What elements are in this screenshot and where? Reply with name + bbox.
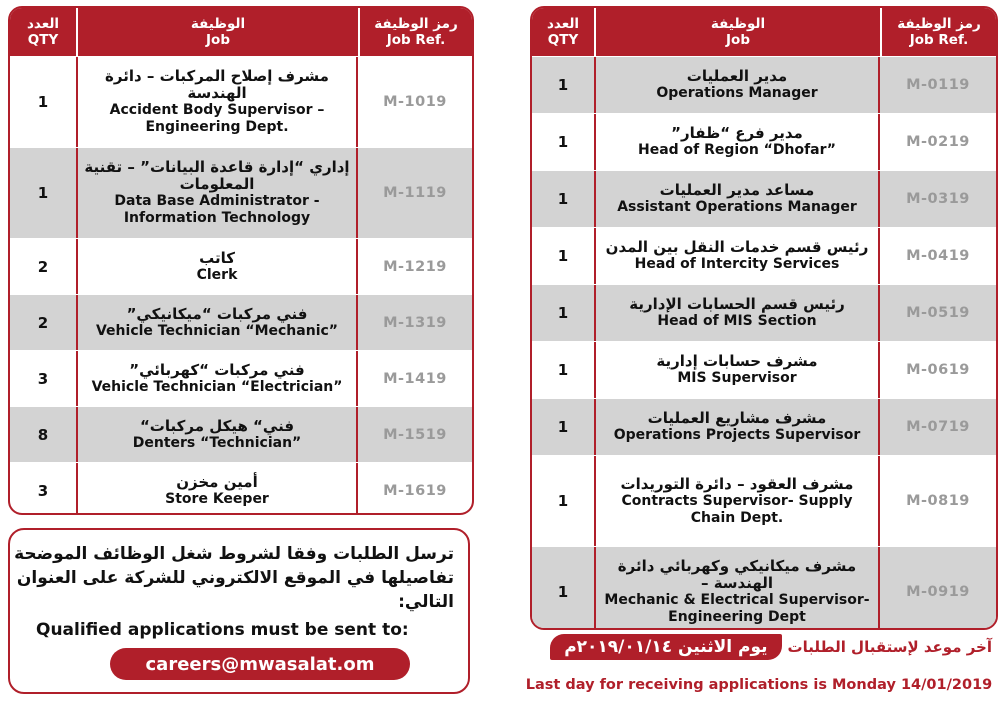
job-title-ar: مشرف العقود – دائرة التوريدات: [620, 474, 854, 493]
header-job: [78, 8, 360, 56]
row-job: [78, 57, 358, 147]
header-ref-ar: رمز الوظيفة: [897, 16, 981, 32]
job-title-ar: مشرف إصلاح المركبات – دائرة الهندسة: [105, 67, 329, 102]
row-job-ref: M-0219: [906, 134, 970, 150]
table-row: [532, 227, 996, 284]
right-table-header: [532, 8, 996, 56]
row-job-ref: M-1019: [383, 94, 447, 110]
row-qty: 3: [10, 351, 78, 406]
right-jobs-table: [530, 6, 998, 630]
header-qty-ar: العدد: [26, 16, 60, 32]
header-qty-ar: العدد: [546, 16, 580, 32]
row-job: [596, 171, 880, 227]
row-qty: 8: [10, 407, 78, 462]
job-title-ar: إداري “إدارة قاعدة البيانات” – تقنية المعلومات: [84, 158, 350, 193]
header-qty: [10, 8, 78, 56]
row-job: [596, 285, 880, 341]
job-title-ar: مشرف ميكانيكي وكهربائي دائرة الهندسة –: [617, 557, 857, 592]
header-job-ar: الوظيفة: [710, 16, 766, 32]
row-job-ref: M-0819: [906, 493, 970, 509]
row-qty: 1: [532, 114, 596, 170]
row-qty: 1: [10, 57, 78, 147]
table-row: [10, 56, 472, 147]
job-title-en: Clerk: [196, 266, 238, 283]
table-row: [532, 170, 996, 227]
left-table-header: [10, 8, 472, 56]
job-title-en: Contracts Supervisor- Supply Chain Dept.: [621, 492, 853, 526]
row-job: [596, 399, 880, 455]
row-qty: 1: [532, 228, 596, 284]
application-text-ar: ترسل الطلبات وفقا لشروط شغل الوظائف الموضحة تفاصيلها في الموقع الالكتروني للشركة على العنوان التالي:: [14, 544, 454, 612]
row-qty: 2: [10, 239, 78, 294]
row-qty: 1: [532, 547, 596, 630]
job-title-en: Vehicle Technician “Electrician”: [91, 378, 343, 395]
row-job: [78, 351, 358, 406]
job-title-en: Head of Region “Dhofar”: [637, 142, 836, 158]
table-row: [532, 284, 996, 341]
job-title-en: Head of MIS Section: [657, 313, 817, 329]
job-title-ar: مشرف حسابات إدارية: [656, 352, 818, 370]
row-job-ref: M-1519: [383, 426, 447, 443]
row-job: [596, 228, 880, 284]
row-job-ref: M-1319: [383, 314, 447, 331]
header-ref-en: Job Ref.: [909, 32, 969, 48]
row-qty: 1: [532, 342, 596, 398]
row-job: [78, 463, 358, 515]
header-ref-en: Job Ref.: [386, 32, 446, 48]
job-title-ar: مدير فرع “ظفار”: [671, 124, 803, 142]
row-qty: 1: [532, 57, 596, 113]
job-title-en: Vehicle Technician “Mechanic”: [95, 322, 338, 339]
job-title-ar: فني مركبات “كهربائي”: [129, 360, 305, 379]
row-job-ref: M-0719: [906, 419, 970, 435]
job-title-en: Operations Projects Supervisor: [613, 427, 861, 443]
row-job: [78, 295, 358, 350]
row-job-ref: M-1619: [383, 482, 447, 499]
row-job: [78, 148, 358, 238]
header-qty-en: QTY: [547, 32, 579, 48]
job-title-ar: مساعد مدير العمليات: [659, 181, 815, 199]
job-title-ar: مشرف مشاريع العمليات: [647, 409, 827, 427]
right-table-body: [532, 56, 996, 630]
left-jobs-table: [8, 6, 474, 515]
deadline-date-ar: يوم الاثنين ٢٠١٩/٠١/١٤م: [550, 634, 781, 660]
table-row: [10, 462, 472, 515]
table-row: [532, 398, 996, 455]
row-job: [596, 342, 880, 398]
table-row: [10, 406, 472, 462]
row-job: [78, 407, 358, 462]
header-ref: [360, 8, 472, 56]
header-qty-en: QTY: [27, 32, 59, 48]
job-title-en: Head of Intercity Services: [634, 256, 840, 272]
job-title-ar: مدير العمليات: [686, 67, 788, 85]
row-qty: 1: [532, 171, 596, 227]
table-row: [10, 294, 472, 350]
job-title-en: Assistant Operations Manager: [617, 199, 857, 215]
row-job-ref: M-0119: [906, 77, 970, 93]
table-row: [10, 238, 472, 294]
job-title-en: Mechanic & Electrical Supervisor- Engineering Dept: [604, 592, 870, 625]
row-job: [596, 57, 880, 113]
row-job: [596, 547, 880, 630]
header-qty: [532, 8, 596, 56]
row-qty: 1: [532, 399, 596, 455]
table-row: [532, 546, 996, 630]
row-qty: 1: [532, 285, 596, 341]
row-job-ref: M-1219: [383, 258, 447, 275]
row-job: [78, 239, 358, 294]
row-job: [596, 114, 880, 170]
left-table-body: [10, 56, 472, 515]
row-qty: 3: [10, 463, 78, 515]
table-row: [10, 350, 472, 406]
job-title-ar: رئيس قسم خدمات النقل بين المدن: [605, 238, 869, 256]
job-title-en: Operations Manager: [656, 85, 818, 101]
job-title-en: Store Keeper: [165, 490, 269, 507]
deadline-ar: [550, 634, 992, 660]
row-job-ref: M-1419: [383, 370, 447, 387]
table-row: [10, 147, 472, 238]
application-text-en: Qualified applications must be sent to:: [36, 620, 409, 640]
table-row: [532, 113, 996, 170]
table-row: [532, 56, 996, 113]
job-title-en: Accident Body Supervisor –Engineering Dept.: [109, 102, 325, 135]
job-title-ar: كاتب: [199, 248, 235, 267]
deadline-en: Last day for receiving applications is Monday 14/01/2019: [525, 677, 993, 693]
header-job-en: Job: [726, 32, 750, 48]
header-job-en: Job: [206, 32, 230, 48]
row-job-ref: M-0419: [906, 248, 970, 264]
row-job-ref: M-0319: [906, 191, 970, 207]
header-ref: [882, 8, 996, 56]
row-qty: 1: [10, 148, 78, 238]
table-row: [532, 455, 996, 546]
job-title-ar: رئيس قسم الحسابات الإدارية: [629, 295, 845, 313]
job-title-ar: فني مركبات “ميكانيكي”: [126, 304, 308, 323]
application-box: [8, 528, 470, 694]
row-qty: 2: [10, 295, 78, 350]
table-row: [532, 341, 996, 398]
job-title-en: Data Base Administrator - Information Technology: [114, 193, 320, 226]
job-title-en: Denters “Technician”: [132, 434, 302, 451]
deadline-label-ar: آخر موعد لإستقبال الطلبات: [787, 638, 992, 656]
job-title-ar: أمين مخزن: [176, 472, 258, 491]
header-job: [596, 8, 882, 56]
row-job-ref: M-0519: [906, 305, 970, 321]
job-title-en: MIS Supervisor: [677, 370, 797, 386]
header-job-ar: الوظيفة: [190, 16, 246, 32]
careers-email-link[interactable]: careers@mwasalat.om: [110, 648, 410, 680]
row-job-ref: M-0919: [906, 584, 970, 600]
row-qty: 1: [532, 456, 596, 546]
row-job: [596, 456, 880, 546]
header-ref-ar: رمز الوظيفة: [374, 16, 458, 32]
job-title-ar: فني“ هيكل مركبات“: [139, 416, 295, 435]
row-job-ref: M-0619: [906, 362, 970, 378]
row-job-ref: M-1119: [383, 185, 447, 201]
